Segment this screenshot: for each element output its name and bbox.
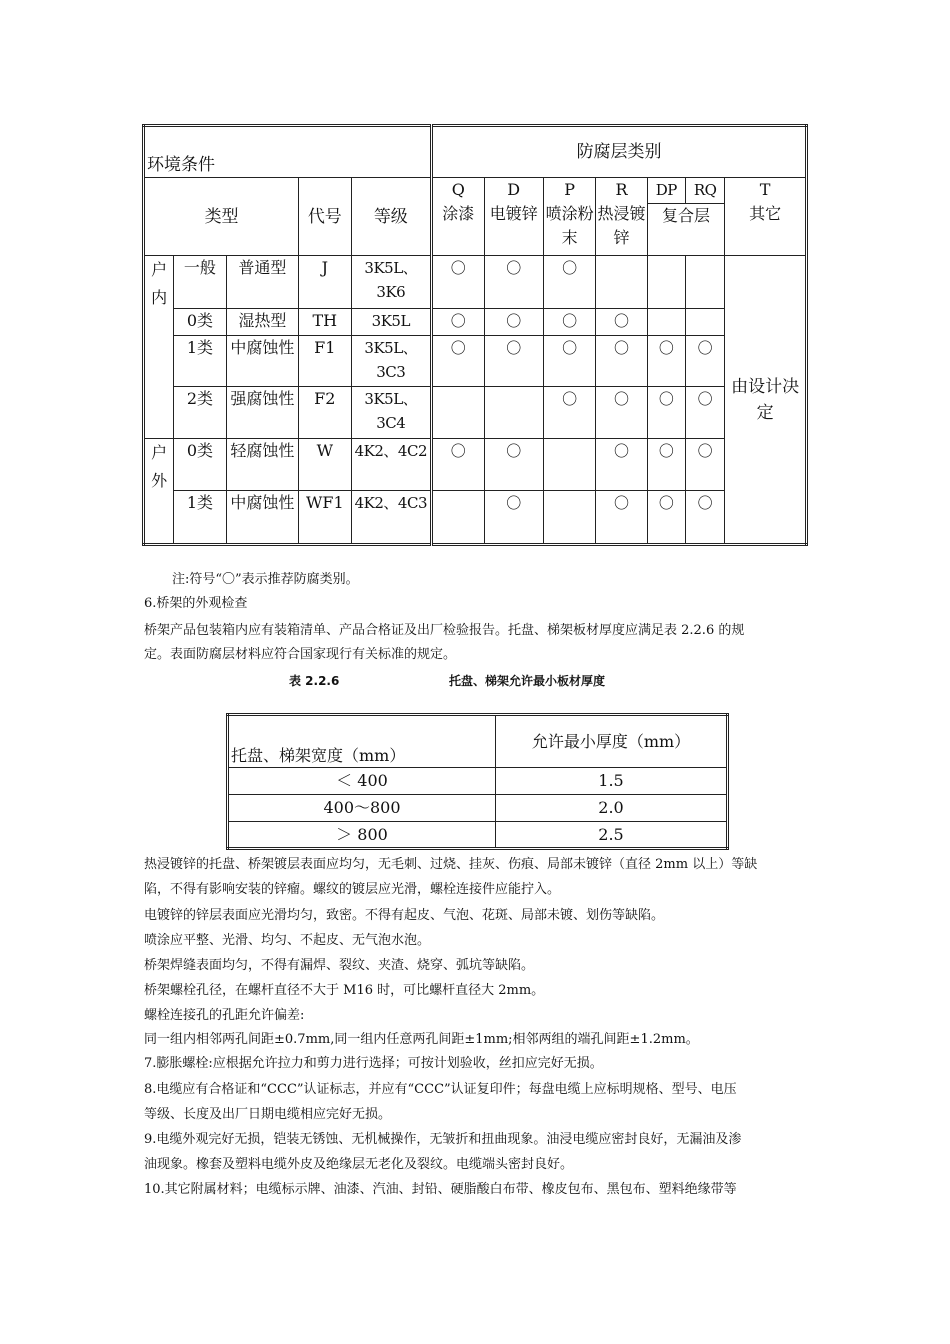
rq-cell: 〇 [685, 439, 724, 491]
indoor-label: 户内 [144, 256, 174, 439]
anticorrosion-table [142, 124, 808, 546]
grade-cell: 3K5L、3K6 [351, 256, 432, 309]
body-line: 喷涂应平整、光滑、均匀、不起皮、无气泡水泡。 [144, 933, 431, 948]
body-line: 同一组内相邻两孔间距±0.7mm,同一组内任意两孔间距±1mm;相邻两组的端孔间距±1.2mm。 [144, 1032, 699, 1047]
code-cell: F2 [299, 387, 351, 439]
table-caption-title: 托盘、梯架允许最小板材厚度 [449, 674, 606, 688]
body-line: 桥架螺栓孔径，在螺杆直径不大于 M16 时，可比螺杆直径大 2mm。 [144, 983, 545, 998]
dp-cell [647, 256, 685, 309]
env-header: 环境条件 [144, 126, 432, 178]
code-cell: WF1 [299, 491, 351, 545]
grade-cell: 3K5L、3C3 [351, 336, 432, 387]
p-cell: 〇 [543, 309, 595, 336]
p-cell: 〇 [543, 336, 595, 387]
body-line: 热浸镀锌的托盘、桥架镀层表面应均匀，无毛刺、过烧、挂灰、伤痕、局部未镀锌（直径 2mm 以上）等缺 [144, 857, 758, 872]
grade-cell: 4K2、4C3 [351, 491, 432, 545]
anticorr-header: 防腐层类别 [432, 126, 807, 178]
width-cell: ＜ 400 [228, 768, 496, 795]
section-10-line: 10.其它附属材料；电缆标示牌、油漆、汽油、封铅、硬脂酸白布带、橡皮包布、黑包布、塑料绝缘带等 [144, 1182, 737, 1197]
r-cell: 〇 [596, 439, 647, 491]
type-cell: 中腐蚀性 [226, 491, 299, 545]
table-row [144, 439, 807, 491]
col-r-header: R 热浸镀锌 [596, 178, 647, 256]
class-cell: 1类 [174, 336, 226, 387]
table-row [144, 387, 807, 439]
q-cell [432, 387, 484, 439]
class-cell: 一般 [174, 256, 226, 309]
rq-cell: 〇 [685, 336, 724, 387]
grade-cell: 4K2、4C2 [351, 439, 432, 491]
p-cell: 〇 [543, 387, 595, 439]
rq-cell: 〇 [685, 491, 724, 545]
section-6-title: 6.桥架的外观检查 [144, 596, 248, 611]
q-cell: 〇 [432, 309, 484, 336]
table-row [144, 336, 807, 387]
table-row [228, 822, 728, 849]
design-decides: 由设计决定 [725, 256, 807, 545]
rq-cell [685, 256, 724, 309]
code-cell: J [299, 256, 351, 309]
q-cell [432, 491, 484, 545]
class-cell: 0类 [174, 309, 226, 336]
body-line: 螺栓连接孔的孔距允许偏差: [144, 1008, 305, 1023]
q-cell: 〇 [432, 256, 484, 309]
type-cell: 普通型 [226, 256, 299, 309]
dp-cell [647, 309, 685, 336]
col-p-header: P 喷涂粉末 [543, 178, 595, 256]
section-6-paragraph-line: 定。表面防腐层材料应符合国家现行有关标准的规定。 [144, 647, 457, 662]
p-cell [543, 491, 595, 545]
p-cell [543, 439, 595, 491]
col-t-header: T 其它 [725, 178, 807, 256]
thickness-header: 允许最小厚度（mm） [496, 715, 728, 768]
section-8-line: 等级、长度及出厂日期电缆相应完好无损。 [144, 1107, 392, 1122]
class-cell: 1类 [174, 491, 226, 545]
r-cell: 〇 [596, 387, 647, 439]
p-cell: 〇 [543, 256, 595, 309]
rq-cell: 〇 [685, 387, 724, 439]
r-cell: 〇 [596, 336, 647, 387]
col-rq-header: RQ [685, 178, 724, 204]
grade-header: 等级 [351, 178, 432, 256]
section-6-paragraph-line: 桥架产品包装箱内应有装箱清单、产品合格证及出厂检验报告。托盘、梯架板材厚度应满足表 2.2.6 的规 [144, 623, 745, 638]
type-cell: 湿热型 [226, 309, 299, 336]
thickness-table [226, 713, 729, 850]
q-cell: 〇 [432, 336, 484, 387]
dp-cell: 〇 [647, 439, 685, 491]
code-cell: W [299, 439, 351, 491]
d-cell: 〇 [484, 256, 543, 309]
table-row [144, 491, 807, 545]
r-cell: 〇 [596, 309, 647, 336]
section-9-line: 9.电缆外观完好无损，铠装无锈蚀、无机械操作，无皱折和扭曲现象。油浸电缆应密封良好，无漏油及渗 [144, 1132, 742, 1147]
d-cell [484, 387, 543, 439]
table-caption-number: 表 2.2.6 [289, 674, 340, 688]
composite-header: 复合层 [647, 204, 725, 256]
outdoor-label: 户外 [144, 439, 174, 545]
type-cell: 轻腐蚀性 [226, 439, 299, 491]
section-9-line: 油现象。橡套及塑料电缆外皮及绝缘层无老化及裂纹。电缆端头密封良好。 [144, 1157, 574, 1172]
r-cell [596, 256, 647, 309]
class-cell: 0类 [174, 439, 226, 491]
grade-cell: 3K5L [351, 309, 432, 336]
table-note: 注:符号“〇”表示推荐防腐类别。 [172, 572, 359, 587]
width-header: 托盘、梯架宽度（mm） [228, 715, 496, 768]
col-dp-header: DP [647, 178, 685, 204]
section-7-line: 7.膨胀螺栓:应根据允许拉力和剪力进行选择；可按计划验收，丝扣应完好无损。 [144, 1056, 603, 1071]
type-cell: 中腐蚀性 [226, 336, 299, 387]
col-d-header: D 电镀锌 [484, 178, 543, 256]
code-cell: F1 [299, 336, 351, 387]
table-row [228, 795, 728, 822]
d-cell: 〇 [484, 491, 543, 545]
code-cell: TH [299, 309, 351, 336]
section-8-line: 8.电缆应有合格证和“CCC”认证标志，并应有“CCC”认证复印件；每盘电缆上应标明规格、型号、电压 [144, 1082, 737, 1097]
dp-cell: 〇 [647, 491, 685, 545]
d-cell: 〇 [484, 336, 543, 387]
dp-cell: 〇 [647, 387, 685, 439]
body-line: 陷，不得有影响安装的锌瘤。螺纹的镀层应光滑，螺栓连接件应能拧入。 [144, 882, 561, 897]
thickness-cell: 2.5 [496, 822, 728, 849]
d-cell: 〇 [484, 309, 543, 336]
d-cell: 〇 [484, 439, 543, 491]
type-header: 类型 [144, 178, 299, 256]
code-header: 代号 [299, 178, 351, 256]
dp-cell: 〇 [647, 336, 685, 387]
width-cell: 400～800 [228, 795, 496, 822]
thickness-cell: 2.0 [496, 795, 728, 822]
width-cell: ＞ 800 [228, 822, 496, 849]
rq-cell [685, 309, 724, 336]
table-row [144, 256, 807, 309]
table-row [228, 768, 728, 795]
col-q-header: Q 涂漆 [432, 178, 484, 256]
thickness-cell: 1.5 [496, 768, 728, 795]
type-cell: 强腐蚀性 [226, 387, 299, 439]
body-line: 桥架焊缝表面均匀，不得有漏焊、裂纹、夹渣、烧穿、弧坑等缺陷。 [144, 958, 535, 973]
grade-cell: 3K5L、3C4 [351, 387, 432, 439]
table-row [144, 309, 807, 336]
q-cell: 〇 [432, 439, 484, 491]
r-cell: 〇 [596, 491, 647, 545]
body-line: 电镀锌的锌层表面应光滑均匀，致密。不得有起皮、气泡、花斑、局部未镀、划伤等缺陷。 [144, 908, 665, 923]
class-cell: 2类 [174, 387, 226, 439]
